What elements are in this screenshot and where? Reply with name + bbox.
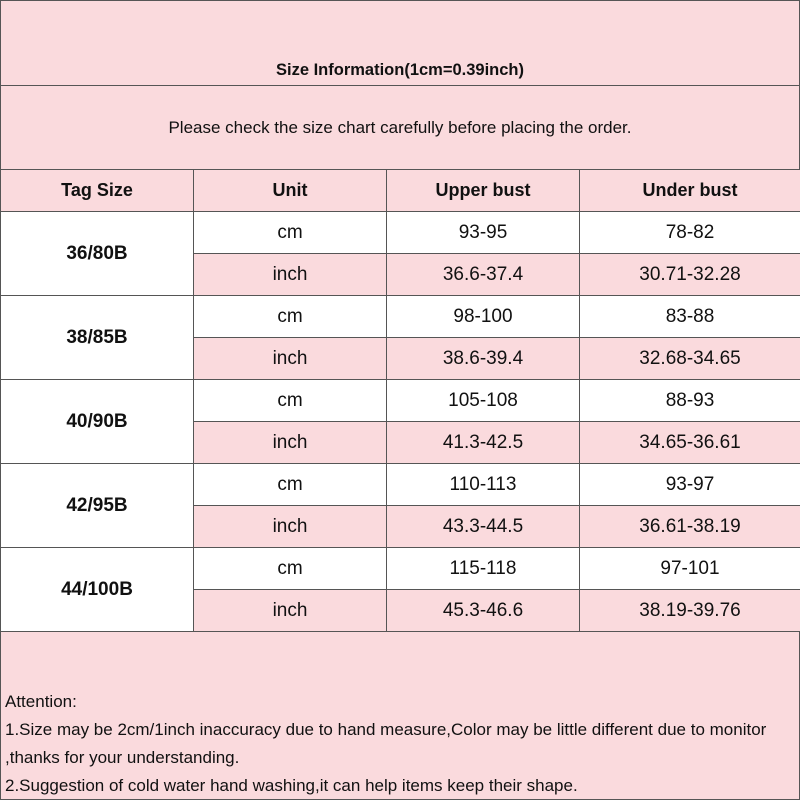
upper-bust-cell: 98-100 (387, 296, 580, 338)
table-row (1, 548, 800, 590)
size-chart-table (0, 169, 800, 632)
upper-bust-cell: 115-118 (387, 548, 580, 590)
table-row (1, 212, 800, 254)
tag-size-cell: 40/90B (1, 380, 194, 464)
tag-size-cell: 36/80B (1, 212, 194, 296)
upper-bust-cell: 105-108 (387, 380, 580, 422)
under-bust-cell: 88-93 (580, 380, 800, 422)
upper-bust-cell: 43.3-44.5 (387, 506, 580, 548)
under-bust-cell: 32.68-34.65 (580, 338, 800, 380)
unit-cell: inch (194, 422, 387, 464)
table-row (1, 380, 800, 422)
unit-cell: inch (194, 506, 387, 548)
unit-cell: inch (194, 254, 387, 296)
attention-line: 1.Size may be 2cm/1inch inaccuracy due to hand measure,Color may be little different due to monitor ,thanks for your understanding. (5, 720, 767, 767)
under-bust-cell: 93-97 (580, 464, 800, 506)
header-unit: Unit (194, 170, 387, 212)
attention-line: 2.Suggestion of cold water hand washing,it can help items keep their shape. (5, 776, 578, 795)
table-header-row (1, 170, 800, 212)
upper-bust-cell: 45.3-46.6 (387, 590, 580, 632)
under-bust-cell: 36.61-38.19 (580, 506, 800, 548)
tag-size-cell: 42/95B (1, 464, 194, 548)
attention-notes (5, 688, 795, 800)
size-info-title: Size Information(1cm=0.39inch) (0, 0, 800, 86)
under-bust-cell: 83-88 (580, 296, 800, 338)
under-bust-cell: 30.71-32.28 (580, 254, 800, 296)
tag-size-cell: 38/85B (1, 296, 194, 380)
under-bust-cell: 97-101 (580, 548, 800, 590)
header-upper-bust: Upper bust (387, 170, 580, 212)
under-bust-cell: 38.19-39.76 (580, 590, 800, 632)
unit-cell: cm (194, 296, 387, 338)
unit-cell: inch (194, 590, 387, 632)
table-row (1, 296, 800, 338)
unit-cell: cm (194, 548, 387, 590)
unit-cell: inch (194, 338, 387, 380)
table-row (1, 464, 800, 506)
unit-cell: cm (194, 464, 387, 506)
header-tag-size: Tag Size (1, 170, 194, 212)
tag-size-cell: 44/100B (1, 548, 194, 632)
upper-bust-cell: 38.6-39.4 (387, 338, 580, 380)
unit-cell: cm (194, 380, 387, 422)
size-check-notice: Please check the size chart carefully before placing the order. (0, 86, 800, 170)
under-bust-cell: 78-82 (580, 212, 800, 254)
header-under-bust: Under bust (580, 170, 800, 212)
upper-bust-cell: 36.6-37.4 (387, 254, 580, 296)
unit-cell: cm (194, 212, 387, 254)
under-bust-cell: 34.65-36.61 (580, 422, 800, 464)
upper-bust-cell: 110-113 (387, 464, 580, 506)
attention-heading: Attention: (5, 692, 77, 711)
upper-bust-cell: 41.3-42.5 (387, 422, 580, 464)
upper-bust-cell: 93-95 (387, 212, 580, 254)
